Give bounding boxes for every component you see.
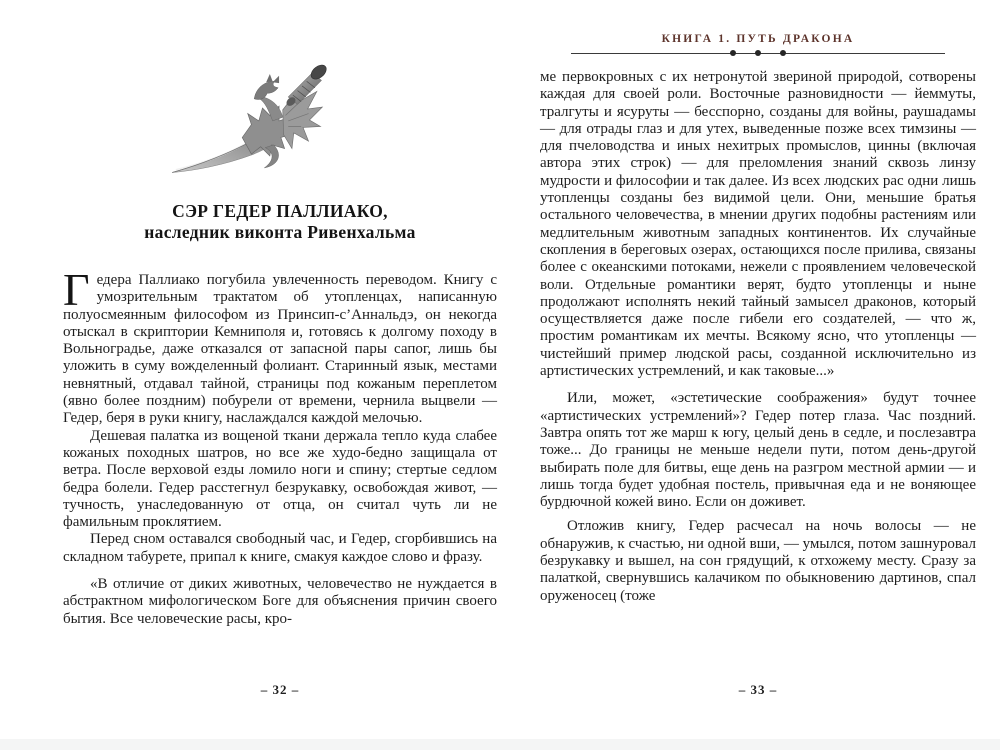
running-header: КНИГА 1. ПУТЬ ДРАКОНА: [661, 33, 855, 45]
right-page: [540, 0, 976, 750]
drop-cap: Г: [63, 264, 90, 315]
ornament-dot: [780, 50, 786, 56]
paragraph-book-quote: ме первокровных с их нетронутой звериной природой, сотворены каждая для своей роли. Восточные разновидности — йеммуты, тралгуты и ясуруты — бесспорно, созданы для войны, раушадамы — для отрады глаз и для утех, выведенные позже всех тимзины — для пчеловодства и иных нехитрых промыслов, цинны (включая автора этих строк) — для преломления знаний сквозь линзу мудрости и философии и так далее. Из всех людских рас одни лишь утопленцы созданы без видимой цели. Они, меньшие братья остального человечества, в мнении других подобны растениям или медлительным животным западных континентов. Их случайные скопления в береговых озерах, остающихся после прилива, связаны более с океанскими потоками, нежели с проявлением человеческой воли. Отдельные романтики верят, будто утопленцы и ныне продолжают исполнять некий тайный замысел драконов, который осуществляется даже после гибели его создателей, — что ж, простим романтикам их мечты. Всякому ясно, что утопленцы — чистейший пример людской расы, созданной исключительно из артистических устремлений, и как таковые...»: [540, 69, 976, 380]
paragraph-text: едера Паллиако погубила увлеченность переводом. Книгу с умозрительным трактатом об утопленцах, написанную полуосмеянным философом из Принсип-с’Аннальдэ, он некогда отыскал в скриптории Кемниполя и, готовясь к долгому походу в Вольноградье, даже отказался от запасной пары сапог, лишь бы уложить в суму вожделенный фолиант. Старинный язык, местами невнятный, отдавал тайной, страницы под кожаным переплетом (явно более поздним) побурели от времени, чернила выцвели — Гедер, беря в руки книгу, наслаждался каждой мелочью.: [63, 272, 497, 427]
page-number-right: – 33 –: [738, 682, 778, 697]
paragraph-book-quote: «В отличие от диких животных, человечество не нуждается в абстрактном мифологическом Боге для объяснения причин своего бытия. Все человеческие расы, кро-: [63, 576, 497, 627]
chapter-title-line2: наследник виконта Ривенхальма: [144, 222, 416, 242]
dragon-dagger-illustration: [163, 60, 338, 180]
ornament-dot: [755, 50, 761, 56]
paragraph: [63, 264, 497, 428]
left-page-body: [63, 264, 497, 628]
paragraph: Или, может, «эстетические соображения» будут точнее «артистических устремлений»? Гедер потер глаза. Час поздний. Завтра опять тот же марш к югу, целый день в седле, и послезавтра тоже... До границы не меньше недели пути, потом день-другой выбирать поле для битвы, еще день на разгром местной армии — и лишь тогда будет удобная постель, привычная еда и не воняющее бурдючной кожей вино. Если он доживет.: [540, 390, 976, 511]
paragraph: Дешевая палатка из вощеной ткани держала тепло куда слабее кожаных походных шатров, но все же худо-бедно защищала от ветра. После верховой езды ломило ноги и спину; стертые седлом бедра болели. Гедер расстегнул безрукавку, освобождая живот, — тучность, унаследованную от отца, он считал чуть ли не фамильным проклятием.: [63, 427, 497, 531]
paragraph: Перед сном оставался свободный час, и Гедер, сгорбившись на складном табурете, припал к книге, смакуя каждое слово и фразу.: [63, 531, 497, 565]
header-rule-ornament: [571, 53, 945, 54]
right-page-body: [540, 69, 976, 605]
page-bottom-edge: [0, 739, 1000, 750]
chapter-title-line1: СЭР ГЕДЕР ПАЛЛИАКО,: [172, 201, 388, 221]
chapter-title: [63, 201, 497, 243]
ornament-dots: [730, 50, 786, 56]
ornament-dot: [730, 50, 736, 56]
paragraph: Отложив книгу, Гедер расчесал на ночь волосы — не обнаружив, к счастью, ни одной вши, — умылся, потом зашнуровал безрукавку и вышел, на сон грядущий, к отхожему месту. Сразу за палаткой, свернувшись калачиком по обыкновению дартинов, спал оруженосец (тоже: [540, 518, 976, 604]
dragon-dagger-icon: [163, 60, 338, 180]
left-page: [63, 0, 497, 750]
page-number-left: – 32 –: [260, 682, 300, 697]
